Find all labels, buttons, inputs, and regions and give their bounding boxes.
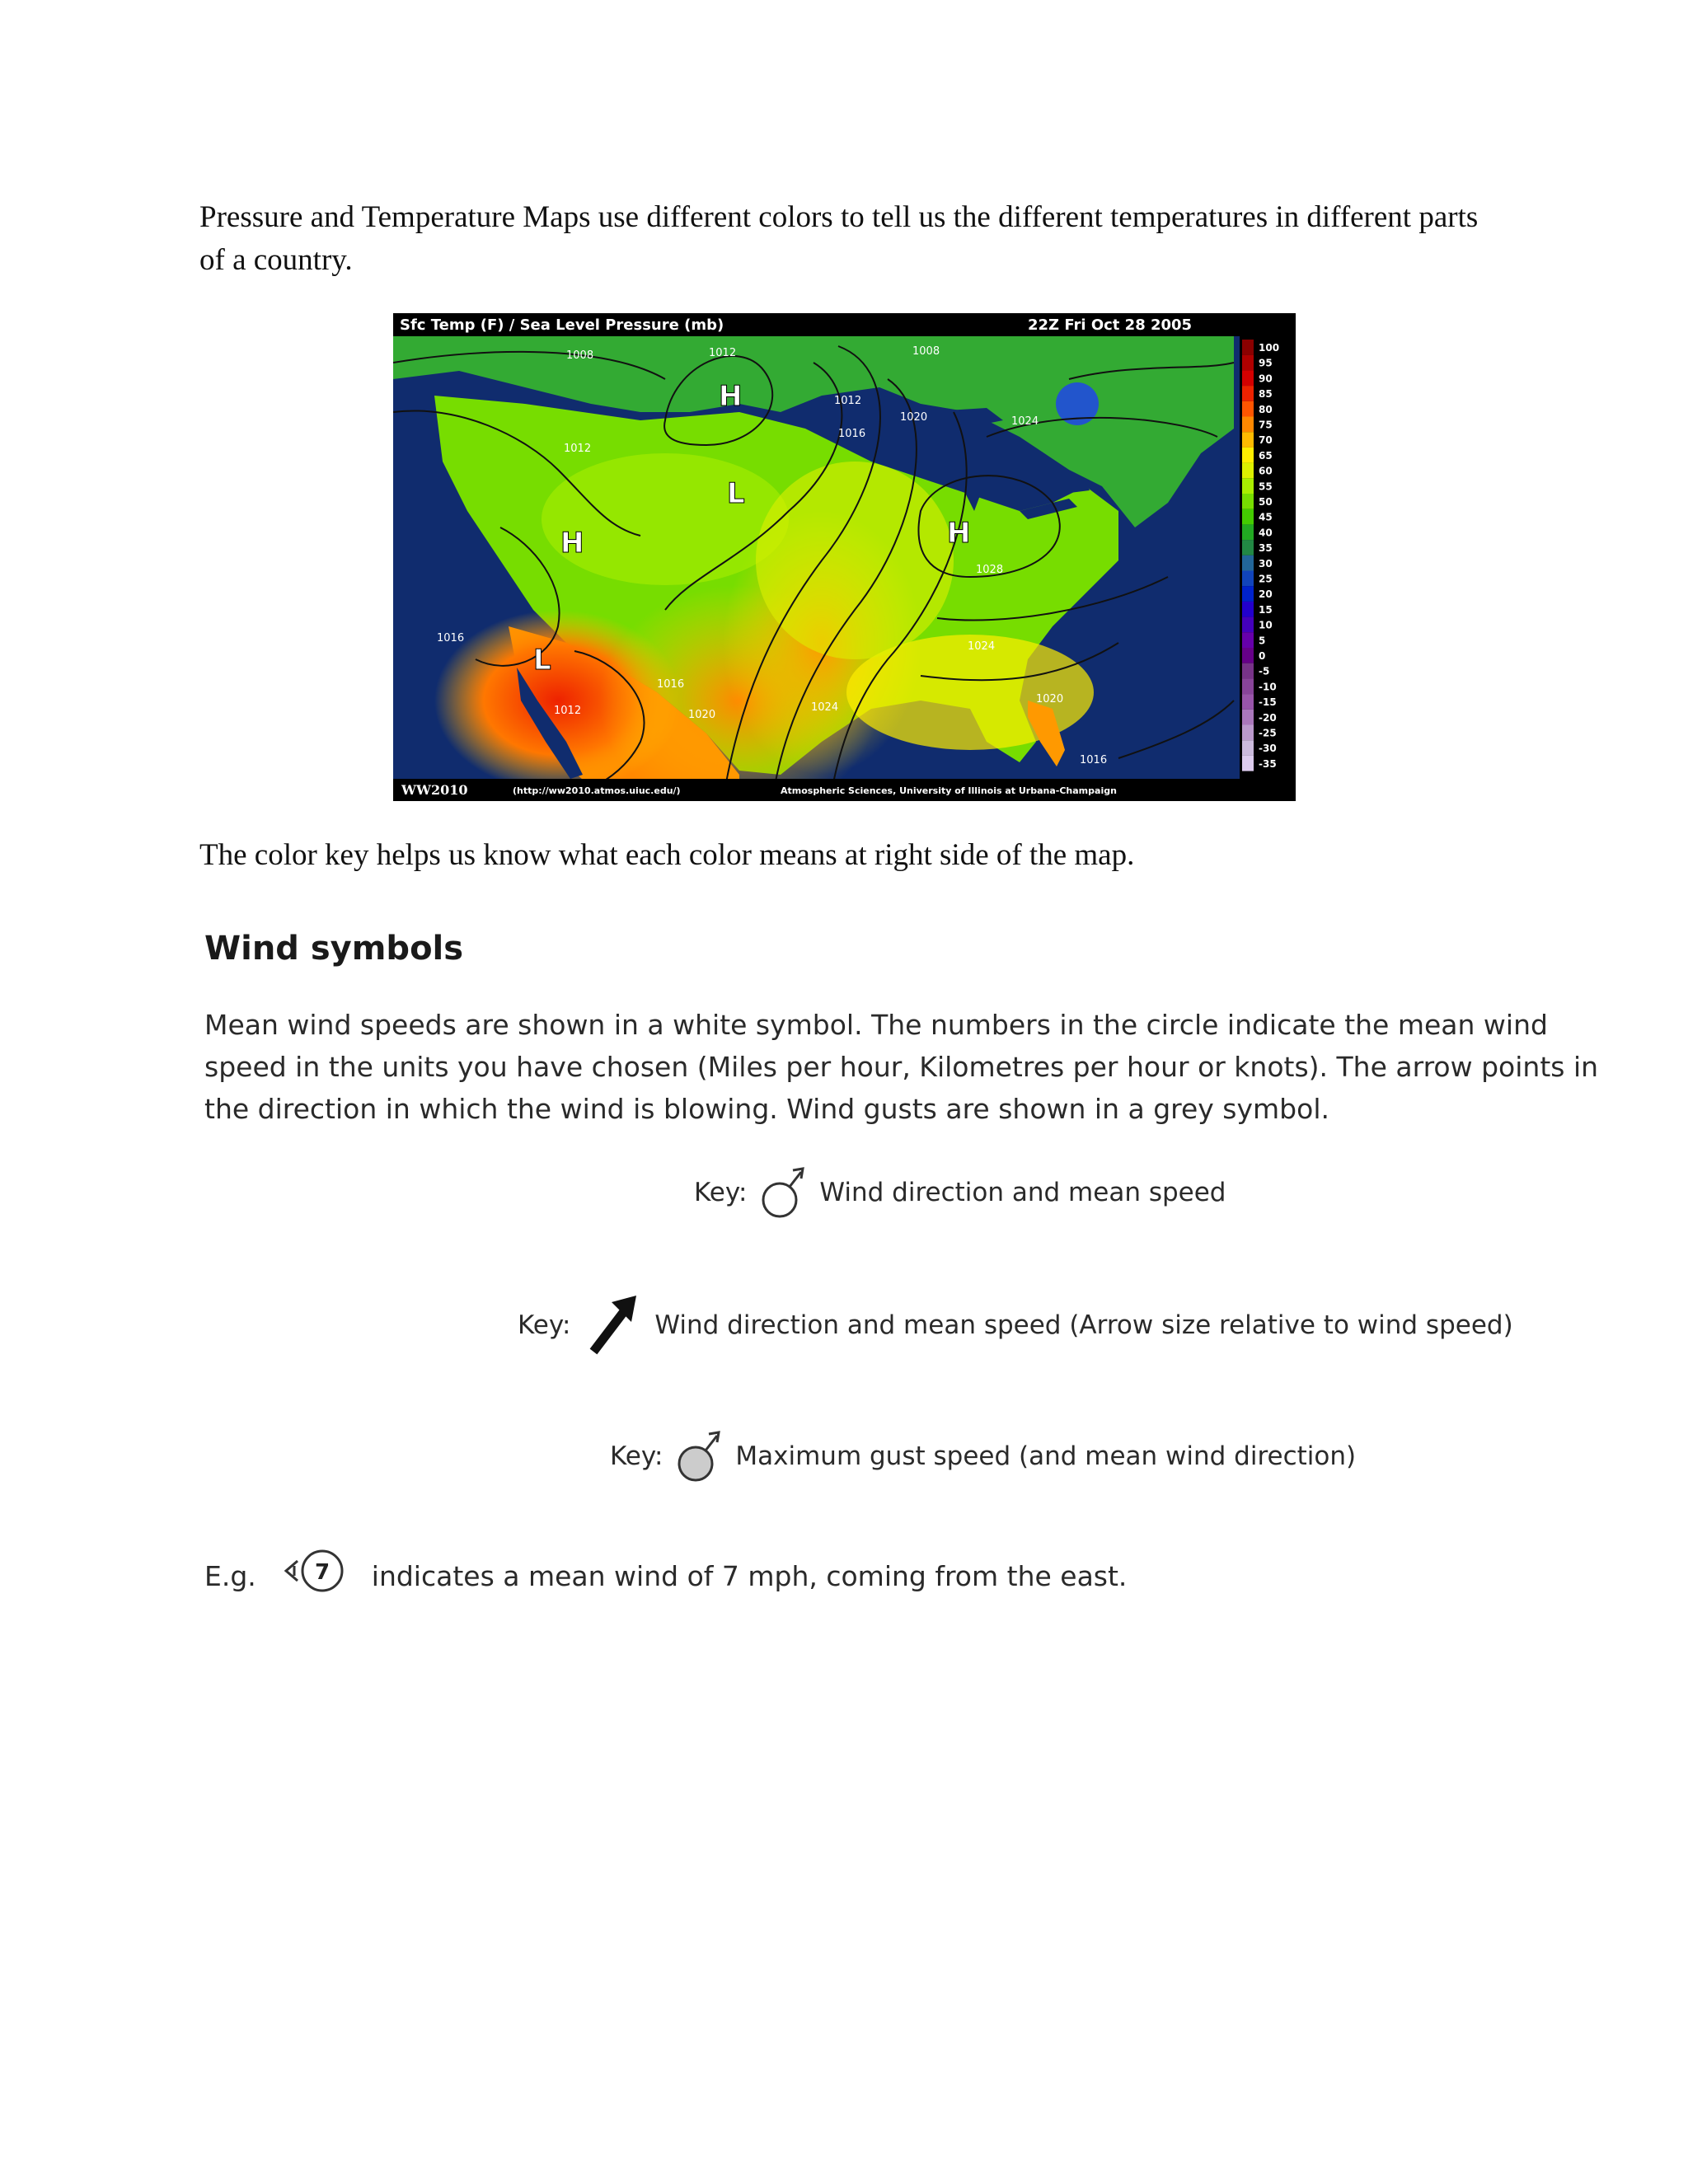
key-label: Key:: [518, 1310, 571, 1340]
isobar-label: 1016: [1080, 754, 1108, 766]
legend-swatch: [1242, 571, 1254, 587]
map-footer-brand: WW2010: [401, 782, 468, 798]
legend-swatch: [1242, 540, 1254, 555]
legend-swatch: [1242, 617, 1254, 633]
legend-value: -10: [1259, 681, 1277, 693]
legend-swatch: [1242, 740, 1254, 756]
isobar-label: 1012: [709, 347, 737, 359]
wind-symbols-heading: Wind symbols: [204, 930, 464, 968]
legend-swatch: [1242, 648, 1254, 663]
legend-value: 50: [1259, 496, 1273, 508]
legend-swatch: [1242, 555, 1254, 571]
isobar-label: 1024: [811, 701, 839, 714]
legend-swatch: [1242, 448, 1254, 463]
key-row-arrow-symbol: [518, 1291, 1513, 1360]
legend-swatch: [1242, 678, 1254, 694]
isobar-label: 1008: [912, 345, 940, 358]
legend-swatch: [1242, 632, 1254, 648]
legend-value: 30: [1259, 557, 1273, 569]
legend-value: 80: [1259, 403, 1273, 415]
legend-value: -15: [1259, 696, 1277, 709]
legend-swatch: [1242, 725, 1254, 741]
example-speed-value: 7: [314, 1560, 330, 1585]
legend-value: 0: [1259, 650, 1266, 662]
isobar-label: 1020: [900, 411, 928, 424]
legend-swatch: [1242, 401, 1254, 417]
isobar-label: 1016: [437, 632, 465, 644]
legend-value: 55: [1259, 480, 1273, 493]
isobar-label: 1012: [554, 705, 582, 717]
legend-swatch: [1242, 417, 1254, 433]
legend-value: 5: [1259, 635, 1266, 647]
legend-swatch: [1242, 524, 1254, 540]
map-footer-credit: Atmospheric Sciences, University of Illinois at Urbana-Champaign: [781, 785, 1117, 796]
legend-swatch: [1242, 432, 1254, 448]
legend-value: 20: [1259, 588, 1273, 601]
legend-value: -30: [1259, 743, 1277, 755]
legend-swatch: [1242, 355, 1254, 371]
key-label: Key:: [694, 1178, 748, 1207]
legend-value: -35: [1259, 757, 1277, 770]
isobar-label: 1020: [1036, 693, 1064, 705]
example-prefix: E.g.: [204, 1559, 256, 1592]
high-pressure-label: H: [947, 517, 971, 550]
key-label: Key:: [610, 1441, 663, 1471]
example-description: indicates a mean wind of 7 mph, coming from the east.: [371, 1559, 1128, 1592]
key-row-white-symbol: [694, 1164, 1226, 1221]
high-pressure-label: H: [560, 527, 584, 560]
isobar-label: 1020: [688, 709, 716, 721]
legend-value: -25: [1259, 727, 1277, 739]
legend-swatch: [1242, 586, 1254, 602]
isobar-label: 1016: [657, 678, 685, 691]
legend-swatch: [1242, 370, 1254, 386]
key-row-grey-symbol: [610, 1427, 1356, 1485]
legend-value: -20: [1259, 711, 1277, 724]
white-wind-symbol-icon: [760, 1164, 806, 1221]
map-title-right: 22Z Fri Oct 28 2005: [1028, 316, 1193, 334]
isobar-label: 1024: [1011, 415, 1039, 428]
legend-value: 70: [1259, 434, 1273, 447]
legend-value: 10: [1259, 619, 1273, 631]
isobar-label: 1012: [564, 443, 592, 455]
legend-value: 25: [1259, 573, 1273, 585]
legend-value: 90: [1259, 373, 1273, 385]
isobar-label: 1012: [834, 395, 862, 407]
legend-swatch: [1242, 509, 1254, 525]
intro-paragraph: Pressure and Temperature Maps use different colors to tell us the different temperatures in different parts of a country.: [199, 200, 1479, 277]
legend-value: 65: [1259, 449, 1273, 462]
legend-value: 100: [1259, 342, 1280, 354]
example-wind-symbol-icon: [274, 1543, 357, 1609]
legend-swatch: [1242, 602, 1254, 617]
temperature-pressure-map: [393, 313, 1296, 801]
legend-swatch: [1242, 478, 1254, 494]
low-pressure-label: L: [533, 644, 551, 677]
legend-value: 15: [1259, 603, 1273, 616]
wind-example: [204, 1543, 1127, 1609]
color-key-paragraph: The color key helps us know what each color means at right side of the map.: [199, 838, 1135, 872]
legend-swatch: [1242, 694, 1254, 710]
isobar-label: 1008: [566, 349, 594, 362]
isobar-label: 1016: [838, 428, 866, 440]
legend-swatch: [1242, 340, 1254, 355]
map-title-left: Sfc Temp (F) / Sea Level Pressure (mb): [400, 316, 724, 334]
legend-swatch: [1242, 386, 1254, 401]
legend-value: 60: [1259, 465, 1273, 477]
map-footer-url: (http://ww2010.atmos.uiuc.edu/): [513, 785, 681, 796]
wind-symbols-paragraph: Mean wind speeds are shown in a white symbol. The numbers in the circle indicate the mean wind speed in the units you have chosen (Miles per hour, Kilometres per hour or knots). The arrow points in the direction in which the wind is blowing. Wind gusts are shown in a grey symbol.: [204, 1009, 1599, 1125]
legend-swatch: [1242, 494, 1254, 509]
low-pressure-label: L: [727, 477, 745, 510]
legend-value: 45: [1259, 511, 1273, 523]
legend-swatch: [1242, 663, 1254, 679]
black-arrow-icon: [584, 1291, 641, 1360]
isobar-label: 1024: [968, 640, 996, 653]
key-description: Wind direction and mean speed (Arrow size relative to wind speed): [654, 1310, 1513, 1340]
legend-swatch: [1242, 756, 1254, 771]
legend-value: 35: [1259, 542, 1273, 555]
legend-value: 40: [1259, 527, 1273, 539]
legend-value: 75: [1259, 419, 1273, 431]
grey-wind-symbol-icon: [676, 1427, 722, 1485]
key-description: Wind direction and mean speed: [819, 1178, 1226, 1207]
legend-value: -5: [1259, 665, 1270, 677]
key-description: Maximum gust speed (and mean wind direction): [735, 1441, 1357, 1471]
legend-swatch: [1242, 463, 1254, 479]
legend-swatch: [1242, 710, 1254, 725]
legend-value: 95: [1259, 357, 1273, 369]
high-pressure-label: H: [719, 380, 743, 413]
isobar-label: 1028: [976, 564, 1004, 576]
legend-value: 85: [1259, 388, 1273, 401]
